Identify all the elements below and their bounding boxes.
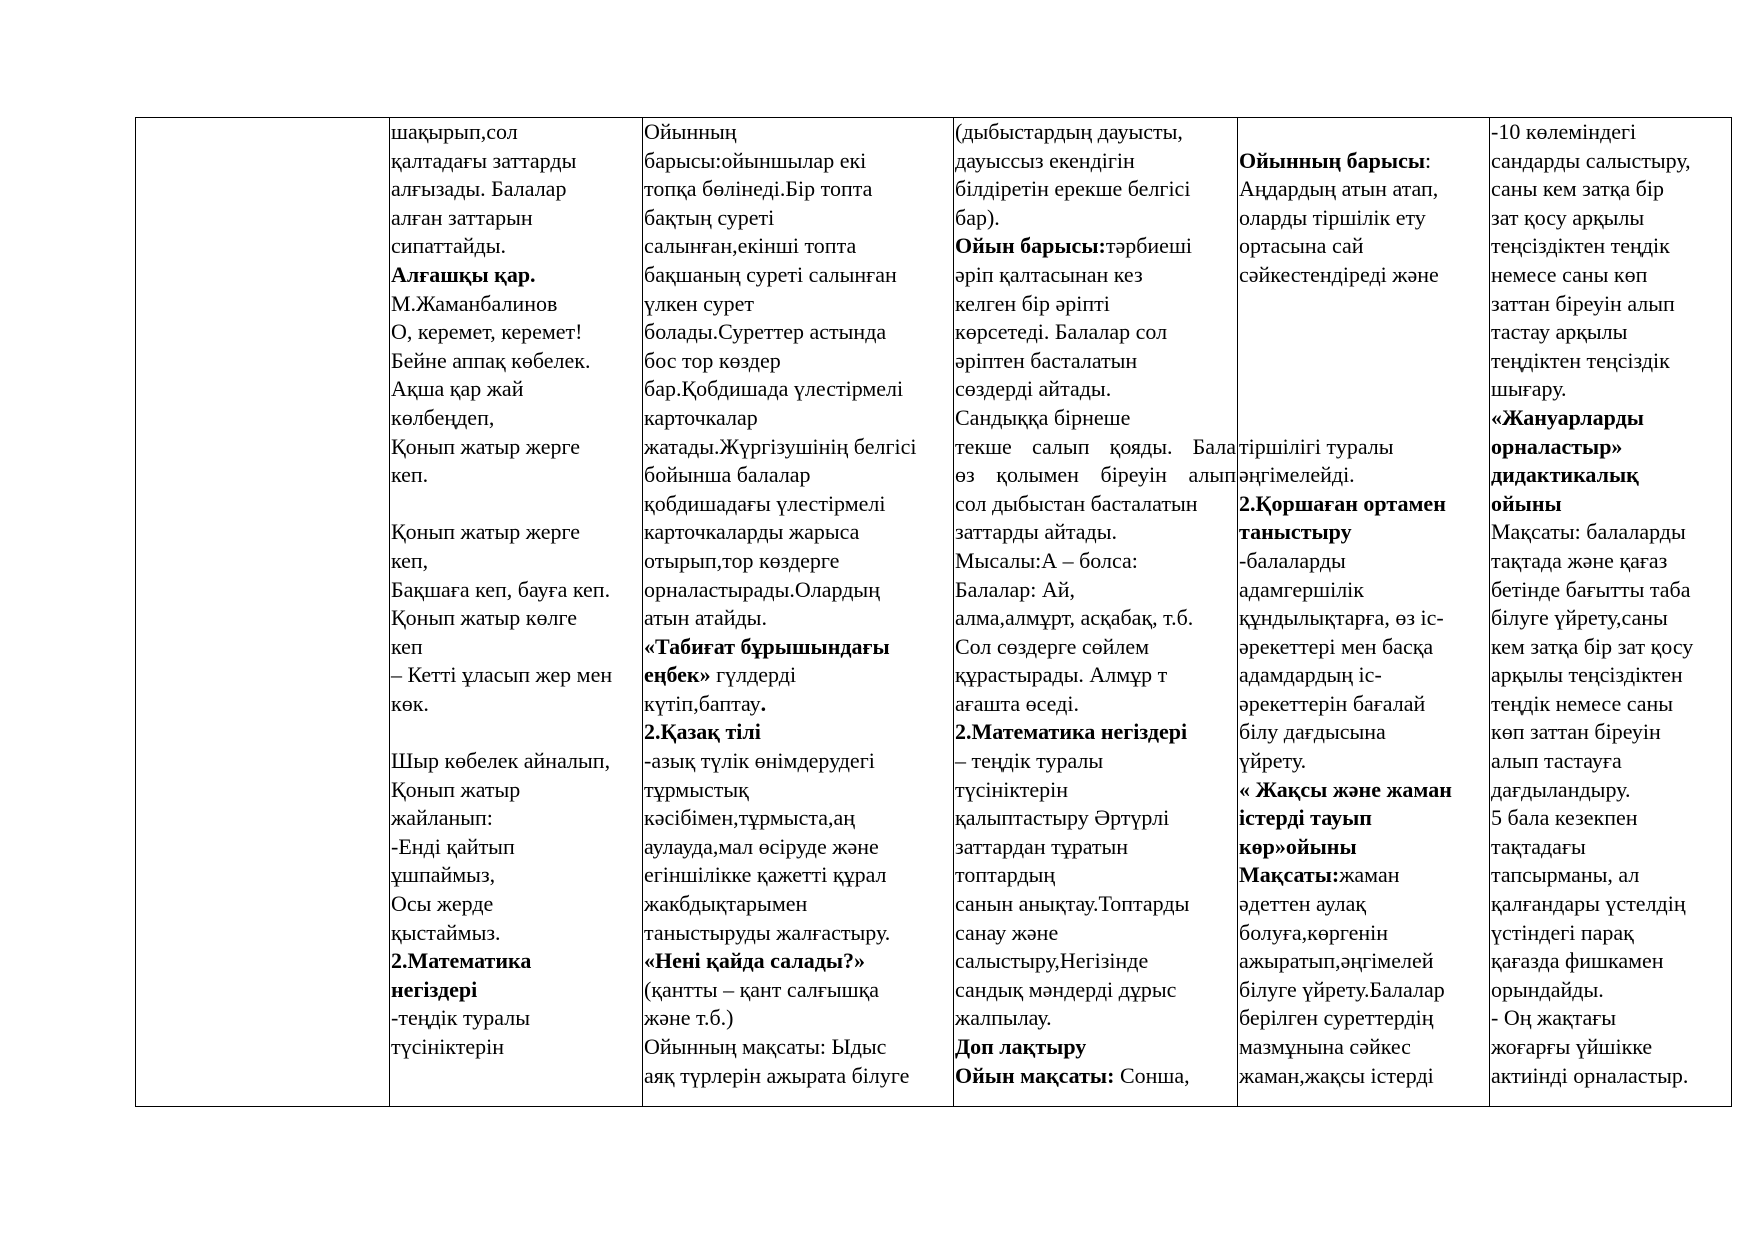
text-line: құндылықтарға, өз іс- [1239, 605, 1444, 631]
text-line: ағашта өседі. [955, 690, 1079, 716]
text-line: Қонып жатыр жерге [391, 433, 580, 459]
text-line: бар.Қобдишада үлестірмелі [644, 376, 904, 402]
bold-text-run: Ойын барысы: [955, 233, 1106, 259]
text-line: әрекеттері мен басқа [1239, 633, 1434, 659]
text-line: карточкалар [644, 404, 758, 430]
text-line: әдеттен аулақ [1239, 891, 1367, 917]
text-line: 2.Математика негіздері [955, 719, 1188, 745]
bold-text-run: Мақсаты: [1239, 862, 1340, 888]
text-line: Шыр көбелек айналып, [391, 748, 611, 774]
text-line: мазмұнына сәйкес [1239, 1034, 1411, 1059]
text-line: кеп. [391, 462, 429, 488]
text-line: (дыбыстардың дауысты, [955, 119, 1183, 144]
blank-line [391, 718, 641, 747]
text-line: Сол сөздерге сөйлем [955, 633, 1150, 659]
text-line: үйрету. [1239, 748, 1307, 774]
text-run: тәрбиеші [1105, 233, 1192, 259]
text-line [1239, 861, 1488, 890]
text-line: қалғандары үстелдің [1491, 891, 1686, 917]
blank-line [1239, 290, 1488, 319]
table-cell-empty [136, 118, 390, 1107]
text-line: отырып,тор көздерге [644, 547, 840, 573]
text-line: топқа бөлінеді.Бір топта [644, 176, 873, 202]
text-line: Ойынның мақсаты: Ыдыс [644, 1034, 887, 1059]
text-line: Мақсаты: балаларды [1491, 519, 1686, 545]
text-line: заттарды айтады. [955, 519, 1117, 545]
text-line: тақтада және қағаз [1491, 547, 1668, 573]
text-line: бақтың суреті [644, 204, 775, 230]
text-line: сөздерді айтады. [955, 376, 1112, 402]
text-line: әріп қалтасынан кез [955, 261, 1143, 287]
text-line: тіршілігі туралы [1239, 433, 1394, 459]
text-line: құрастырады. Алмұр т [955, 662, 1168, 688]
blank-line [1239, 375, 1488, 404]
table-cell-poem-column [390, 118, 643, 1107]
text-line: тұрмыстық [644, 776, 749, 802]
text-line [644, 661, 952, 690]
bold-text-run: еңбек» [644, 662, 711, 688]
text-line: орындайды. [1491, 976, 1604, 1002]
text-line: алма,алмұрт, асқабақ, т.б. [955, 605, 1194, 631]
text-line: бар). [955, 204, 1000, 230]
blank-line [1239, 318, 1488, 347]
text-line: жоғарғы үйшікке [1491, 1034, 1653, 1059]
text-line: тапсырманы, ал [1491, 862, 1640, 888]
text-line: білу дағдысына [1239, 719, 1386, 745]
text-line: сипаттайды. [391, 233, 507, 259]
text-line: істерді тауып [1239, 805, 1372, 831]
text-line: дауыссыз екендігін [955, 147, 1135, 173]
text-line: сол дыбыстан басталатын [955, 490, 1198, 516]
text-line: қобдишадағы үлестірмелі [644, 490, 886, 516]
text-line: көк. [391, 690, 429, 716]
table-cell-environment-column [1238, 118, 1490, 1107]
text-line: көр»ойыны [1239, 833, 1357, 859]
text-line: кеп, [391, 547, 429, 573]
text-line: аяқ түрлерін ажырата білуге [644, 1062, 910, 1088]
text-line [955, 232, 1236, 261]
text-line: дидактикалық [1491, 462, 1639, 488]
text-line: қағазда фишкамен [1491, 948, 1664, 974]
text-line: жатады.Жүргізушінің белгісі [644, 433, 917, 459]
table-row [136, 118, 1732, 1107]
text-line: ортасына сай [1239, 233, 1364, 259]
text-line: болуға,көргенін [1239, 919, 1389, 945]
text-line: кәсібімен,тұрмыста,аң [644, 805, 856, 831]
text-line: үстіндегі парақ [1491, 919, 1634, 945]
blank-line [1239, 404, 1488, 433]
bold-text-run: «Табиғат бұрышындағы [644, 633, 890, 659]
text-line: алып тастауға [1491, 748, 1622, 774]
text-line: көрсетеді. Балалар сол [955, 319, 1168, 345]
lesson-plan-table [135, 117, 1732, 1107]
text-line: салыстыру,Негізінде [955, 948, 1149, 974]
text-line: (қантты – қант салғышқа [644, 976, 880, 1002]
blank-line [391, 490, 641, 519]
text-line: заттан біреуін алып [1491, 290, 1675, 316]
text-line: оларды тіршілік ету [1239, 204, 1426, 230]
text-line: атын атайды. [644, 605, 767, 631]
text-line: Доп лақтыру [955, 1034, 1087, 1059]
text-line: егіншілікке қажетті құрал [644, 862, 887, 888]
text-line: орналастыр» [1491, 433, 1623, 459]
text-run: Сонша, [1114, 1062, 1190, 1088]
text-line: 2.Қоршаған ортамен [1239, 490, 1446, 516]
text-line: Мысалы:А – болса: [955, 547, 1138, 573]
text-line: жакбдықтарымен [644, 891, 808, 917]
text-line [644, 633, 952, 662]
text-line: ойыны [1491, 490, 1562, 516]
text-line: негіздері [391, 976, 478, 1002]
text-line: теңсіздіктен теңдік [1491, 233, 1670, 259]
text-line: таныстыру [1239, 519, 1352, 545]
text-line: қалыптастыру Әртүрлі [955, 805, 1170, 831]
text-line: Қонып жатыр жерге [391, 519, 580, 545]
text-run: : [1425, 147, 1432, 173]
text-line: түсініктерін [391, 1034, 505, 1059]
text-line: үлкен сурет [644, 290, 755, 316]
text-line: текше салып қояды. Бала [955, 433, 1236, 459]
text-line: әріптен басталатын [955, 347, 1138, 373]
bold-text-run: Ойын мақсаты: [955, 1062, 1115, 1088]
text-run: гүлдерді [710, 662, 797, 688]
text-line: -теңдік туралы [391, 1005, 531, 1031]
text-line: орналастырады.Олардың [644, 576, 880, 602]
text-line: тастау арқылы [1491, 319, 1628, 345]
text-line: М.Жаманбалинов [391, 290, 558, 316]
text-line: Қонып жатыр [391, 776, 521, 802]
text-line: Бақшаға кеп, бауға кеп. [391, 576, 611, 602]
text-line [644, 690, 952, 719]
text-line: білуге үйрету,саны [1491, 605, 1668, 631]
text-line: бетінде бағытты таба [1491, 576, 1691, 602]
text-line: 5 бала кезекпен [1491, 805, 1638, 831]
text-line: Балалар: Ай, [955, 576, 1076, 602]
text-line: жаман,жақсы істерді [1239, 1062, 1434, 1088]
text-line: ажыратып,әңгімелей [1239, 948, 1434, 974]
text-line: -балаларды [1239, 547, 1346, 573]
text-line: бойынша балалар [644, 462, 811, 488]
text-run: күтіп,баптау [644, 690, 761, 716]
text-line: -10 көлеміндегі [1491, 119, 1637, 144]
text-line: сандық мәндерді дұрыс [955, 976, 1177, 1002]
text-line: теңдіктен теңсіздік [1491, 347, 1670, 373]
table-cell-game-column [643, 118, 954, 1107]
text-line: – теңдік туралы [955, 748, 1104, 774]
text-line: жалпылау. [955, 1005, 1052, 1031]
text-line: 2.Қазақ тілі [644, 719, 761, 745]
table-cell-letters-column [954, 118, 1238, 1107]
text-line: көлбеңдеп, [391, 404, 495, 430]
text-line: көп заттан біреуін [1491, 719, 1661, 745]
text-line: алғызады. Балалар [391, 176, 567, 202]
blank-line [1239, 118, 1488, 147]
text-line: Аңдардың атын атап, [1239, 176, 1439, 202]
text-line: заттардан тұратын [955, 833, 1129, 859]
text-line [955, 1062, 1236, 1091]
text-line: әңгімелейді. [1239, 462, 1355, 488]
text-line: санын анықтау.Топтарды [955, 891, 1190, 917]
text-line: саны кем затқа бір [1491, 176, 1664, 202]
text-line: бақшаның суреті салынған [644, 261, 897, 287]
text-line: бос тор көздер [644, 347, 781, 373]
table-cell-math-column [1490, 118, 1732, 1107]
text-line: -азық түлік өнімдерудегі [644, 748, 875, 774]
text-line: -Енді қайтып [391, 833, 515, 859]
blank-line [1239, 347, 1488, 376]
text-line: – Кетті ұласып жер мен [391, 662, 613, 688]
text-line: түсініктерін [955, 776, 1069, 802]
text-run: жаман [1339, 862, 1400, 888]
text-line: сәйкестендіреді және [1239, 261, 1439, 287]
text-line: арқылы теңсіздіктен [1491, 662, 1683, 688]
text-line: келген бір әріпті [955, 290, 1110, 316]
text-line: адамдардың іс- [1239, 662, 1382, 688]
text-line: Ойынның [644, 119, 737, 144]
text-line: Осы жерде [391, 891, 494, 917]
text-line: аулауда,мал өсіруде және [644, 833, 879, 859]
text-line: берілген суреттердің [1239, 1005, 1434, 1031]
text-line: шығару. [1491, 376, 1567, 402]
text-line: - Оң жақтағы [1491, 1005, 1617, 1031]
text-line: Бейне аппақ көбелек. [391, 347, 591, 373]
text-line: Алғашқы қар. [391, 261, 536, 287]
text-line: өз қолымен біреуін алып [955, 462, 1236, 488]
text-line: білдіретін ерекше белгісі [955, 176, 1191, 202]
text-line: сандарды салыстыру, [1491, 147, 1691, 173]
text-line: әрекеттерін бағалай [1239, 690, 1426, 716]
text-line: және т.б.) [644, 1005, 734, 1031]
text-line: алған заттарын [391, 204, 533, 230]
text-line: топтардың [955, 862, 1056, 888]
text-line: салынған,екінші топта [644, 233, 857, 259]
bold-text-run: . [760, 690, 767, 716]
text-line: адамгершілік [1239, 576, 1364, 602]
text-line: кем затқа бір зат қосу [1491, 633, 1694, 659]
text-line: санау және [955, 919, 1059, 945]
text-line: кеп [391, 633, 423, 659]
text-line: актиінді орналастыр. [1491, 1062, 1689, 1088]
text-line: тақтадағы [1491, 833, 1586, 859]
bold-text-run: Ойынның барысы [1239, 147, 1426, 173]
text-line: теңдік немесе саны [1491, 690, 1674, 716]
text-line: Ақша қар жай [391, 376, 524, 402]
text-line: білуге үйрету.Балалар [1239, 976, 1445, 1002]
text-line: қалтадағы заттарды [391, 147, 577, 173]
text-line: Қонып жатыр көлге [391, 605, 577, 631]
text-line: «Нені қайда салады?» [644, 948, 866, 974]
text-line: шақырып,сол [391, 119, 518, 144]
text-line: жайланып: [391, 805, 493, 831]
text-line: « Жақсы және жаман [1239, 776, 1452, 802]
text-line: Сандыққа бірнеше [955, 404, 1131, 430]
text-line: «Жануарларды [1491, 404, 1644, 430]
text-line: қыстаймыз. [391, 919, 501, 945]
text-line: зат қосу арқылы [1491, 204, 1645, 230]
text-line: барысы:ойыншылар екі [644, 147, 867, 173]
text-line [1239, 147, 1488, 176]
text-line: дағдыландыру. [1491, 776, 1631, 802]
text-line: О, керемет, керемет! [391, 319, 583, 345]
text-line: ұшпаймыз, [391, 862, 496, 888]
text-line: 2.Математика [391, 948, 532, 974]
text-line: таныстыруды жалғастыру. [644, 919, 891, 945]
text-line: карточкаларды жарыса [644, 519, 860, 545]
text-line: немесе саны көп [1491, 261, 1648, 287]
text-line: болады.Суреттер астында [644, 319, 887, 345]
